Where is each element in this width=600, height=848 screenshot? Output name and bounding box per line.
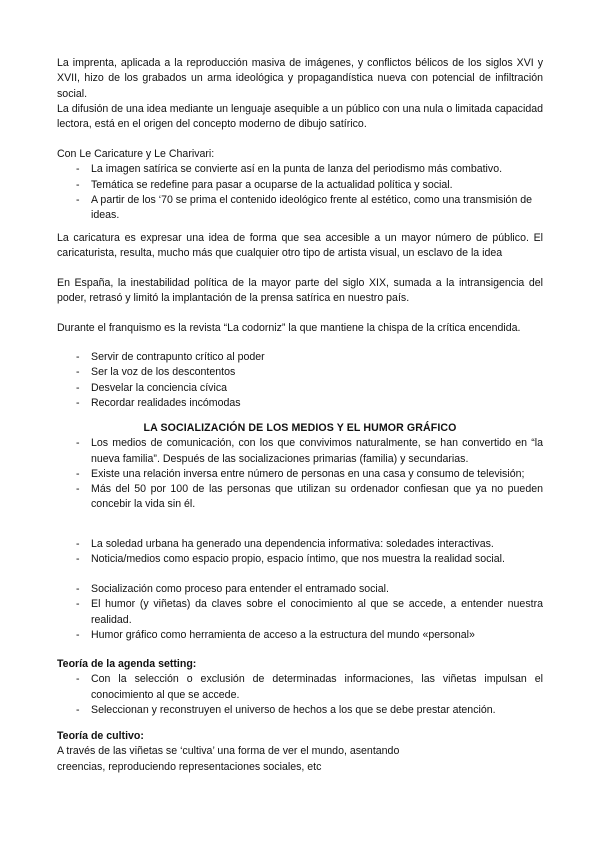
socializacion-list-2 bbox=[57, 537, 543, 568]
cultivo-section bbox=[57, 729, 543, 775]
intro-paragraph-1: La imprenta, aplicada a la reproducción masiva de imágenes, y conflictos bélicos de los siglos XVI y XVII, hizo de los grabados un arma ideológica y propagandística nueva con potencial de infiltración social. bbox=[57, 57, 543, 100]
socializacion-list-3 bbox=[57, 582, 543, 643]
spain-paragraph: En España, la inestabilidad política de la mayor parte del siglo XIX, sumada a la intransigencia del poder, retrasó y limitó la implantación de la prensa satírica en nuestro país. bbox=[57, 277, 543, 305]
socializacion-list-1 bbox=[57, 436, 543, 512]
franquismo-section bbox=[57, 321, 543, 336]
list-item: - Seleccionan y reconstruyen el universo de hechos a los que se debe prestar atención. bbox=[57, 703, 543, 718]
list-item: - La soledad urbana ha generado una dependencia informativa: soledades interactivas. bbox=[57, 537, 543, 552]
agenda-title: Teoría de la agenda setting: bbox=[57, 658, 197, 670]
charivari-lead: Con Le Caricature y Le Charivari: bbox=[57, 148, 215, 160]
list-item: - Humor gráfico como herramienta de acceso a la estructura del mundo «personal» bbox=[57, 628, 543, 643]
franquismo-list-section bbox=[57, 350, 543, 411]
franquismo-lead: Durante el franquismo es la revista “La codorniz” la que mantiene la chispa de la crítica encendida. bbox=[57, 322, 521, 334]
list-item: - Ser la voz de los descontentos bbox=[57, 365, 543, 380]
list-item: - A partir de los ‘70 se prima el contenido ideológico frente al estético, como una transmisión de ideas. bbox=[57, 193, 543, 224]
list-item: - Más del 50 por 100 de las personas que utilizan su ordenador confiesan que ya no pueden concebir la vida sin él. bbox=[57, 482, 543, 513]
list-item: - Noticia/medios como espacio propio, espacio íntimo, que nos muestra la realidad social. bbox=[57, 552, 543, 567]
socializacion-group-2 bbox=[57, 537, 543, 568]
list-item: - La imagen satírica se convierte así en la punta de lanza del periodismo más combativo. bbox=[57, 162, 543, 177]
spain-section bbox=[57, 276, 543, 307]
list-item: - Con la selección o exclusión de determinadas informaciones, las viñetas impulsan el conocimiento al que se accede. bbox=[57, 672, 543, 703]
socializacion-group-3 bbox=[57, 582, 543, 643]
cultivo-line-1: A través de las viñetas se ‘cultiva’ una forma de ver el mundo, asentando bbox=[57, 745, 400, 758]
intro-section bbox=[57, 56, 543, 132]
charivari-section bbox=[57, 147, 543, 223]
list-item: - Existe una relación inversa entre número de personas en una casa y consumo de televisión; bbox=[57, 467, 543, 482]
caricatura-section bbox=[57, 231, 543, 262]
list-item: - Servir de contrapunto crítico al poder bbox=[57, 350, 543, 365]
list-item: - Desvelar la conciencia cívica bbox=[57, 381, 543, 396]
socializacion-section bbox=[57, 421, 543, 513]
list-item: - Los medios de comunicación, con los que convivimos naturalmente, se han convertido en “la nueva familia”. Después de las socializaciones primarias (familia) y secundarias. bbox=[57, 436, 543, 467]
list-item: - El humor (y viñetas) da claves sobre el conocimiento al que se accede, a entender nuestra realidad. bbox=[57, 597, 543, 628]
franquismo-list bbox=[57, 350, 543, 411]
agenda-list bbox=[57, 672, 543, 718]
list-item: - Temática se redefine para pasar a ocuparse de la actualidad política y social. bbox=[57, 178, 543, 193]
list-item: - Recordar realidades incómodas bbox=[57, 396, 543, 411]
charivari-list bbox=[57, 162, 543, 223]
agenda-section bbox=[57, 657, 543, 718]
intro-paragraph-2: La difusión de una idea mediante un lenguaje asequible a un público con una nula o limitada capacidad lectora, está en el origen del concepto moderno de dibujo satírico. bbox=[57, 102, 543, 131]
section-heading: LA SOCIALIZACIÓN DE LOS MEDIOS Y EL HUMOR GRÁFICO bbox=[143, 422, 457, 434]
cultivo-line-2: creencias, reproduciendo representaciones sociales, etc bbox=[57, 760, 322, 773]
caricatura-paragraph: La caricatura es expresar una idea de forma que sea accesible a un mayor número de público. El caricaturista, resulta, mucho más que cualquier otro tipo de artista visual, un esclavo de la idea bbox=[57, 232, 543, 260]
cultivo-title: Teoría de cultivo: bbox=[57, 730, 144, 742]
list-item: - Socialización como proceso para entender el entramado social. bbox=[57, 582, 543, 597]
